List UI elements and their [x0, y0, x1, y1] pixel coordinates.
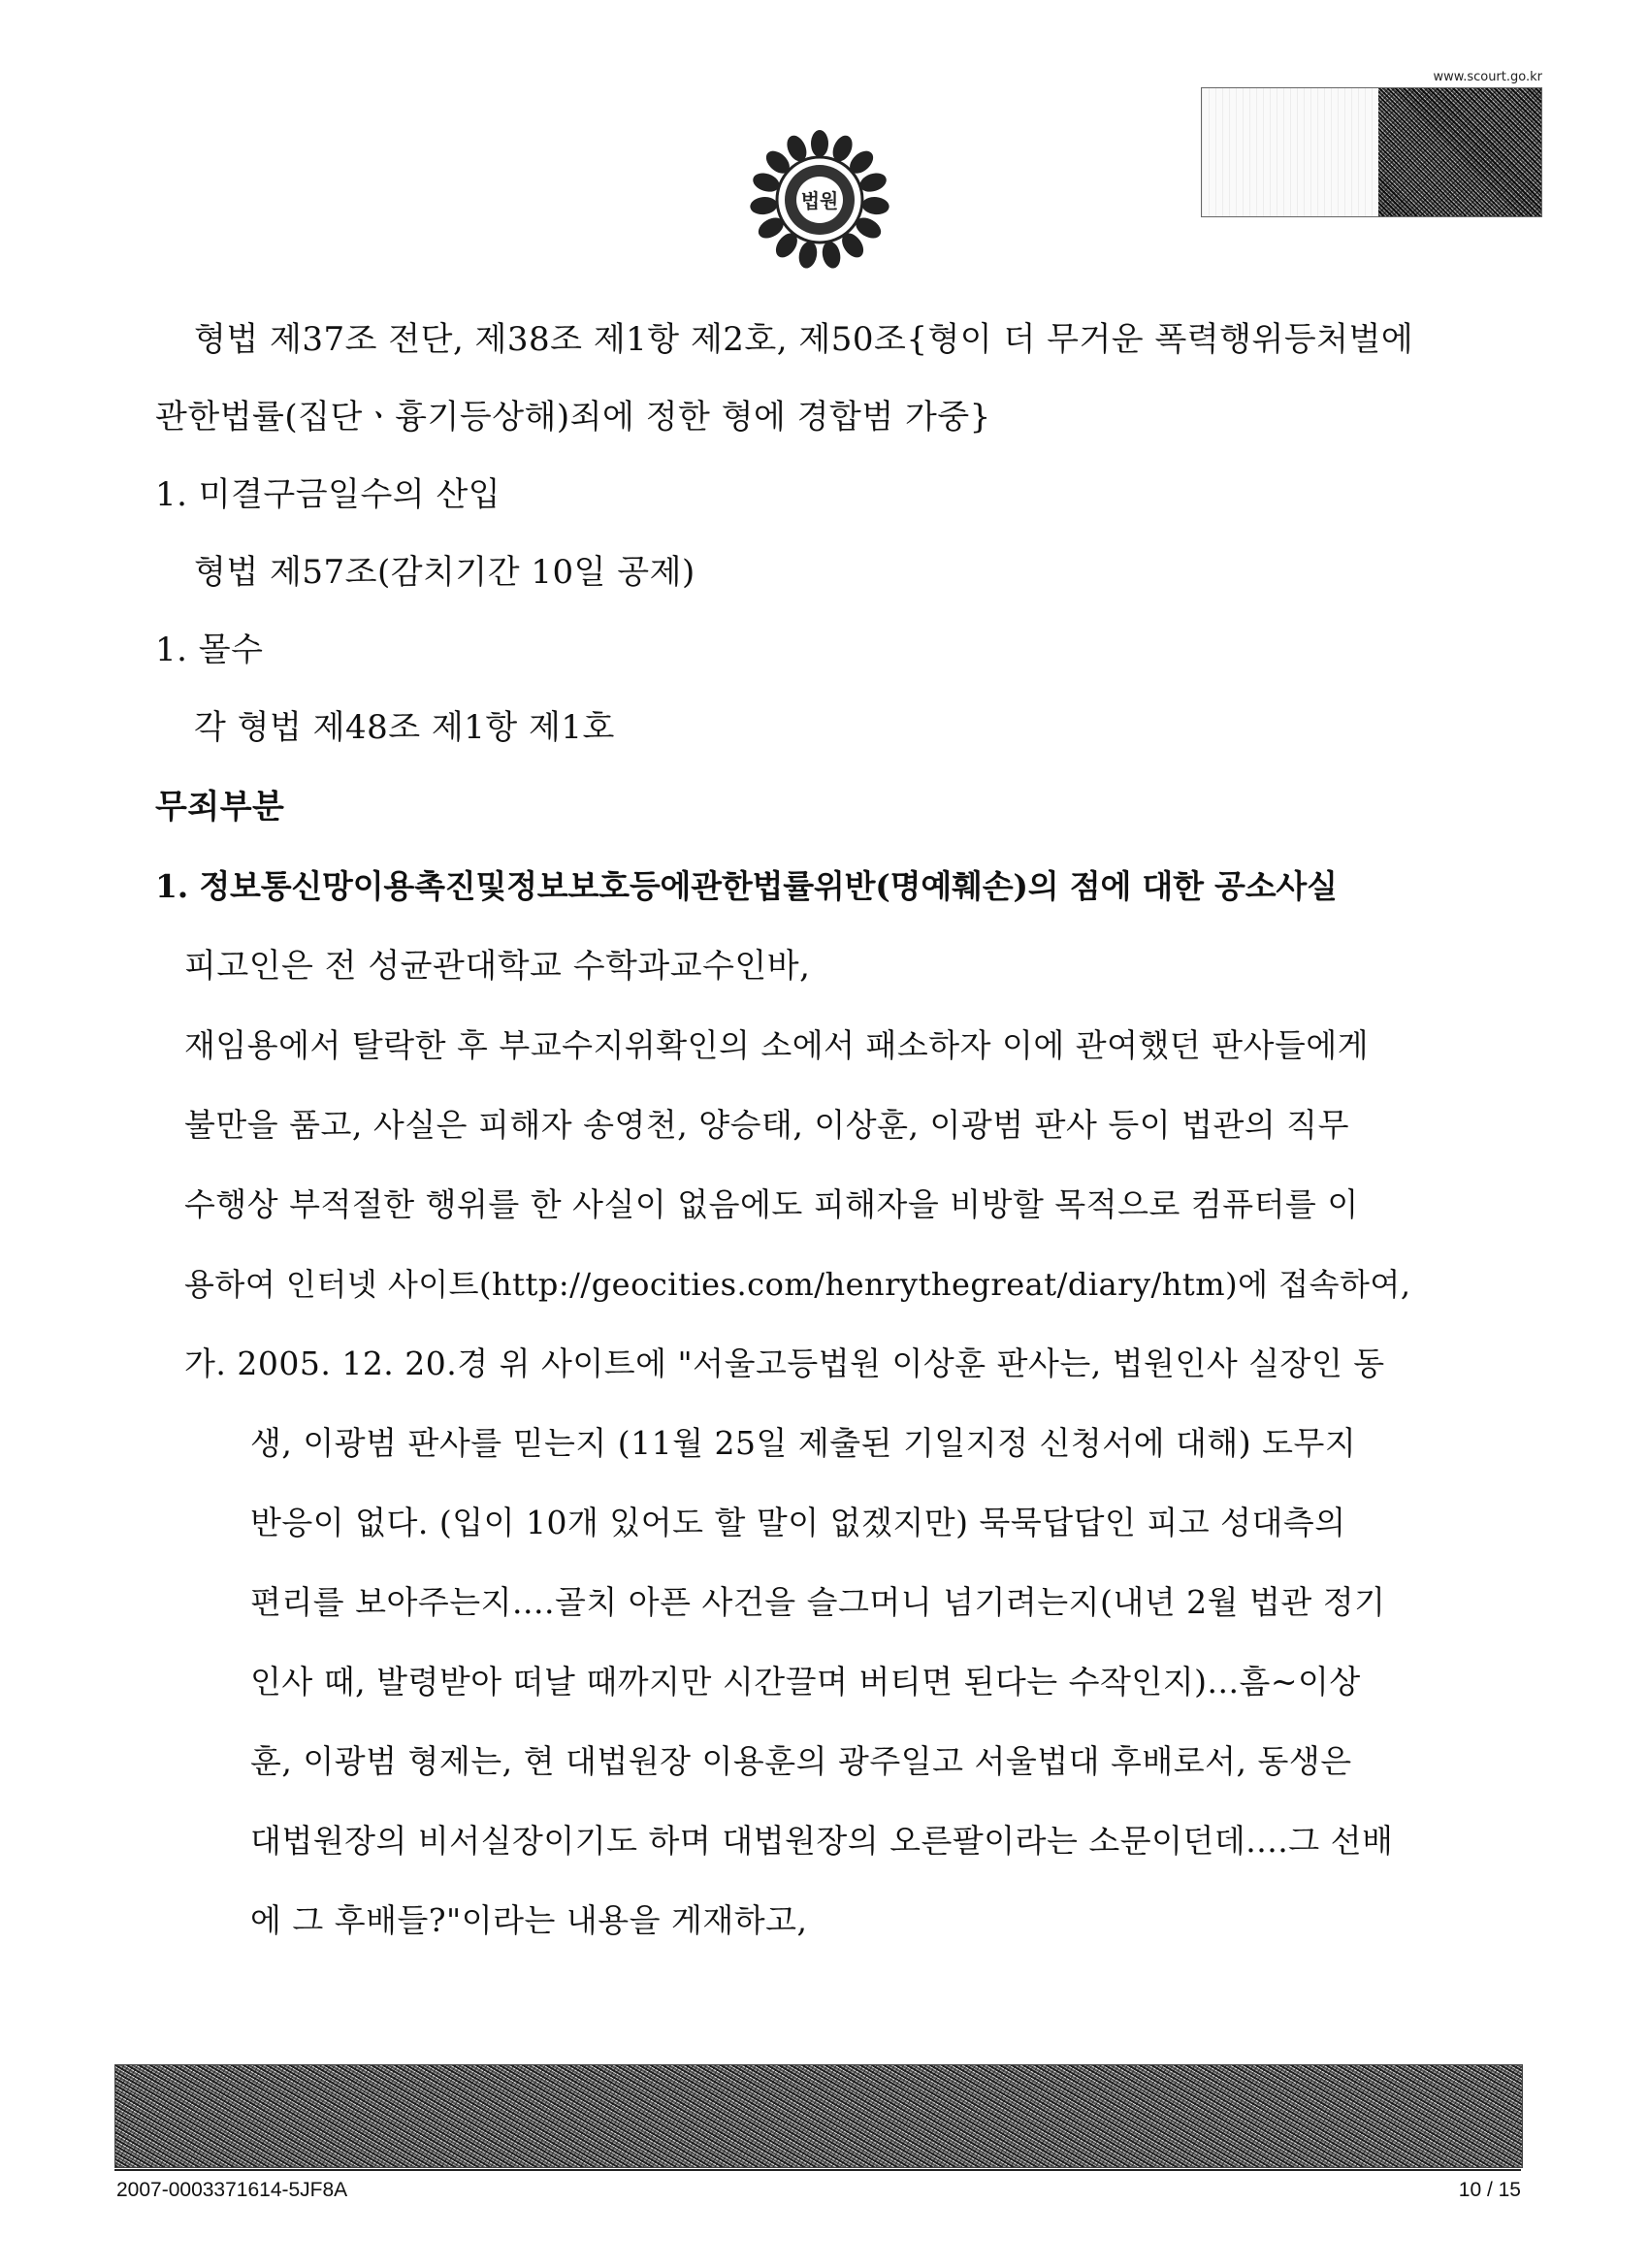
body-line: 형법 제57조(감치기간 10일 공제) — [194, 553, 695, 592]
body-line: 각 형법 제48조 제1항 제1호 — [194, 708, 615, 747]
court-website-url: www.scourt.go.kr — [1433, 70, 1542, 84]
body-line: 형법 제37조 전단, 제38조 제1항 제2호, 제50조{형이 더 무거운 폭력행위등처벌에 — [194, 320, 1414, 359]
section-item-heading: 1. 미결구금일수의 산입 — [155, 475, 501, 514]
barcode-box — [1201, 87, 1542, 217]
body-line: 대법원장의 비서실장이기도 하며 대법원장의 오른팔이라는 소문이던데....그 선배 — [250, 1822, 1394, 1860]
section-item-heading: 1. 몰수 — [155, 631, 264, 669]
body-line: 인사 때, 발령받아 떠날 때까지만 시간끌며 버티면 된다는 수작인지)...흠~이상 — [250, 1663, 1361, 1701]
body-line: 불만을 품고, 사실은 피해자 송영천, 양승태, 이상훈, 이광범 판사 등이 법관의 직무 — [184, 1106, 1349, 1144]
security-pattern-band — [114, 2064, 1523, 2168]
body-line: 편리를 보아주는지....골치 아픈 사건을 슬그머니 넘기려는지(내년 2월 법관 정기 — [250, 1583, 1386, 1621]
seal-text: 법원 — [800, 189, 839, 212]
barcode-pattern — [1378, 88, 1541, 216]
body-line: 훈, 이광범 형제는, 현 대법원장 이용훈의 광주일고 서울법대 후배로서, 동생은 — [250, 1742, 1352, 1780]
body-line: 관한법률(집단ㆍ흉기등상해)죄에 정한 형에 경합범 가중} — [155, 398, 991, 437]
body-line: 피고인은 전 성균관대학교 수학과교수인바, — [184, 947, 811, 986]
body-line: 생, 이광범 판사를 믿는지 (11월 25일 제출된 기일지정 신청서에 대해) 도무지 — [250, 1424, 1357, 1462]
section-heading: 무죄부분 — [155, 788, 285, 826]
body-line: 가. 2005. 12. 20.경 위 사이트에 "서울고등법원 이상훈 판사는, 법원인사 실장인 동 — [184, 1345, 1385, 1382]
footer-divider — [114, 2169, 1521, 2171]
body-line: 반응이 없다. (입이 10개 있어도 할 말이 없겠지만) 묵묵답답인 피고 성대측의 — [250, 1504, 1346, 1541]
body-line: 용하여 인터넷 사이트(http://geocities.com/henrythegreat/diary/htm)에 접속하여, — [184, 1266, 1411, 1303]
document-id: 2007-0003371614-5JF8A — [116, 2179, 348, 2201]
body-line: 에 그 후배들?"이라는 내용을 게재하고, — [250, 1901, 808, 1939]
charge-heading: 1. 정보통신망이용촉진및정보보호등에관한법률위반(명예훼손)의 점에 대한 공소사실 — [155, 867, 1338, 905]
body-line: 재임용에서 탈락한 후 부교수지위확인의 소에서 패소하자 이에 관여했던 판사들에게 — [184, 1026, 1370, 1064]
court-seal-icon — [732, 124, 907, 270]
page-number: 10 / 15 — [1458, 2179, 1521, 2201]
body-line: 수행상 부적절한 행위를 한 사실이 없음에도 피해자을 비방할 목적으로 컴퓨터를 이 — [184, 1185, 1359, 1223]
